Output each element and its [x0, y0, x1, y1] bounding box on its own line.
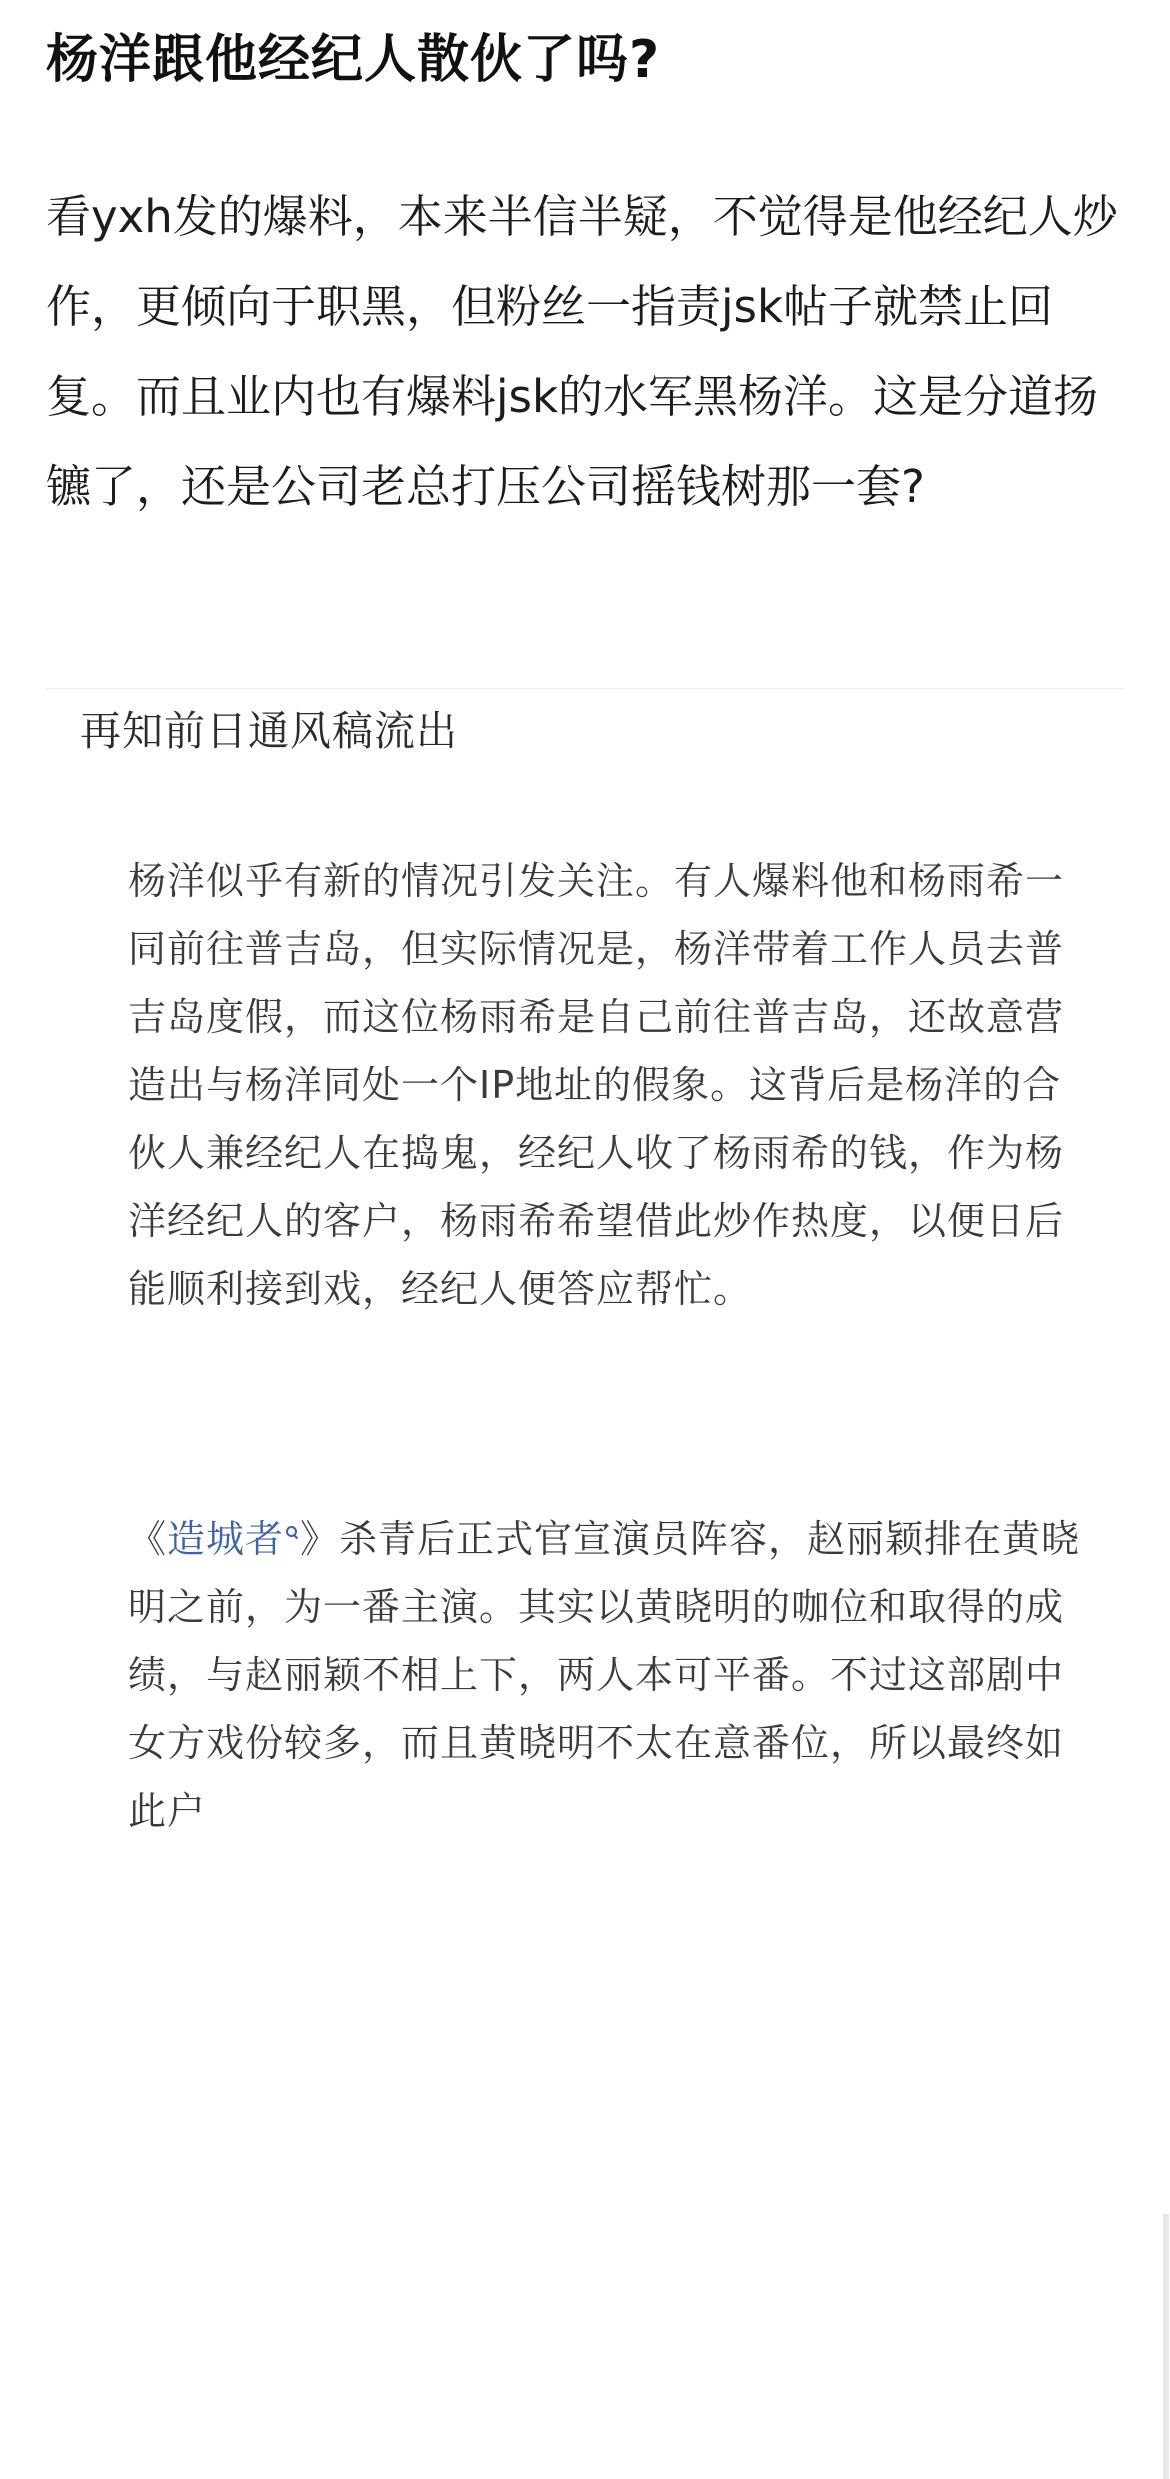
- movie-link[interactable]: 造城者: [167, 1517, 285, 1561]
- open-quote: 《: [128, 1517, 168, 1561]
- search-icon[interactable]: [286, 1526, 298, 1538]
- right-edge-shadow: [1163, 2214, 1169, 2479]
- screenshot-heading: 再知前日通风稿流出: [80, 707, 458, 755]
- post-title: 杨洋跟他经纪人散伙了吗?: [46, 30, 661, 90]
- screenshot-paragraph-2: [128, 1505, 1088, 1845]
- paragraph-2-text: 》杀青后正式官宣演员阵容，赵丽颖排在黄晓明之前，为一番主演。其实以黄晓明的咖位和取得的成绩，与赵丽颖不相上下，两人本可平番。不过这部剧中女方戏份较多，而且黄晓明不太在意番位，所以最终如此户: [128, 1517, 1081, 1833]
- embedded-screenshot: [46, 688, 1124, 1833]
- post-body: 看yxh发的爆料，本来半信半疑，不觉得是他经纪人炒作，更倾向于职黑，但粉丝一指责jsk帖子就禁止回复。而且业内也有爆料jsk的水军黑杨洋。这是分道扬镳了，还是公司老总打压公司摇钱树那一套?: [46, 190, 1118, 513]
- screenshot-paragraph-1: 杨洋似乎有新的情况引发关注。有人爆料他和杨雨希一同前往普吉岛，但实际情况是，杨洋带着工作人员去普吉岛度假，而这位杨雨希是自己前往普吉岛，还故意营造出与杨洋同处一个IP地址的假象。这背后是杨洋的合伙人兼经纪人在捣鬼，经纪人收了杨雨希的钱，作为杨洋经纪人的客户，杨雨希希望借此炒作热度，以便日后能顺利接到戏，经纪人便答应帮忙。: [128, 859, 1065, 1311]
